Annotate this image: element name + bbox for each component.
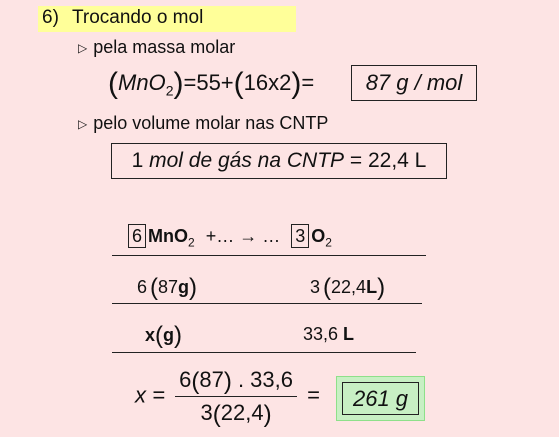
molar-mass-equation: (MnO$_2$)=55+(16x2)=	[108, 67, 315, 100]
right-species: O	[311, 226, 326, 246]
cntp-prefix: 1	[131, 149, 150, 172]
row1-left-coef: 6	[137, 277, 148, 297]
row1-left-unit: g	[178, 277, 190, 297]
molar-mass-heading	[78, 37, 235, 58]
num-rest: . 33,6	[231, 367, 293, 392]
num-coef: 6	[179, 367, 192, 392]
triangle-bullet-icon: ▷	[78, 117, 88, 131]
row2-right-unit: L	[343, 324, 355, 344]
calc-denominator: 3(22,4)	[200, 400, 272, 428]
proportion-row-2-right	[303, 324, 354, 345]
row1-right-unit: L	[366, 277, 378, 297]
num-value: 87	[199, 367, 224, 392]
row1-right-coef: 3	[310, 277, 321, 297]
fraction-bar	[175, 396, 297, 397]
molar-mass-label: pela massa molar	[93, 37, 236, 57]
exercise-number: 6)	[42, 7, 59, 28]
row2-left-var: x	[145, 325, 156, 345]
divider-line	[112, 255, 426, 256]
coefficient-left: 6	[128, 224, 146, 248]
molar-volume-heading	[78, 113, 328, 134]
calc-equals: =	[307, 382, 320, 408]
molar-mass-answer-box	[351, 65, 477, 101]
row1-right-value: 22,4	[331, 277, 367, 297]
formula: MnO	[118, 70, 166, 95]
left-species-subscript: 2	[188, 235, 195, 250]
row1-left-value: 87	[158, 277, 179, 297]
calculation	[135, 366, 320, 427]
coefficient-right: 3	[291, 224, 309, 248]
cntp-suffix: = 22,4 L	[344, 149, 427, 172]
left-species: MnO	[148, 226, 189, 246]
final-answer: 261 g	[352, 385, 409, 411]
proportion-row-1-left: 6 (87g)	[137, 274, 198, 301]
oxygen-group: 16x2	[243, 70, 292, 95]
exercise-title-text: Trocando o mol	[72, 7, 204, 28]
proportion-row-2-left: x(g)	[145, 322, 183, 349]
divider-line	[112, 303, 422, 304]
right-species-subscript: 2	[325, 235, 332, 250]
exercise-title	[42, 7, 203, 29]
final-answer-highlight	[336, 376, 425, 421]
molar-mass-answer: 87 g / mol	[365, 70, 463, 95]
reaction-equation	[128, 224, 332, 250]
proportion-row-1-right: 3 (22,4L)	[310, 274, 386, 301]
final-answer-box	[342, 382, 419, 415]
cntp-italic: mol de gás na CNTP	[149, 149, 345, 172]
calc-numerator: 6(87) . 33,6	[179, 367, 293, 395]
reaction-middle: +… → …	[205, 226, 281, 246]
triangle-bullet-icon: ▷	[78, 41, 88, 55]
formula-subscript: 2	[165, 82, 174, 99]
row2-right-value: 33,6	[303, 324, 344, 344]
den-value: 22,4	[220, 400, 264, 425]
equals-sign: =	[301, 70, 315, 95]
den-coef: 3	[200, 400, 213, 425]
calc-variable: x =	[135, 382, 165, 408]
molar-volume-label: pelo volume molar nas CNTP	[93, 113, 329, 133]
cntp-statement-box	[111, 143, 447, 179]
calc-fraction	[175, 366, 297, 427]
row2-left-unit: g	[163, 325, 175, 345]
divider-line	[112, 352, 416, 353]
sum-expression: =55+	[183, 70, 234, 95]
